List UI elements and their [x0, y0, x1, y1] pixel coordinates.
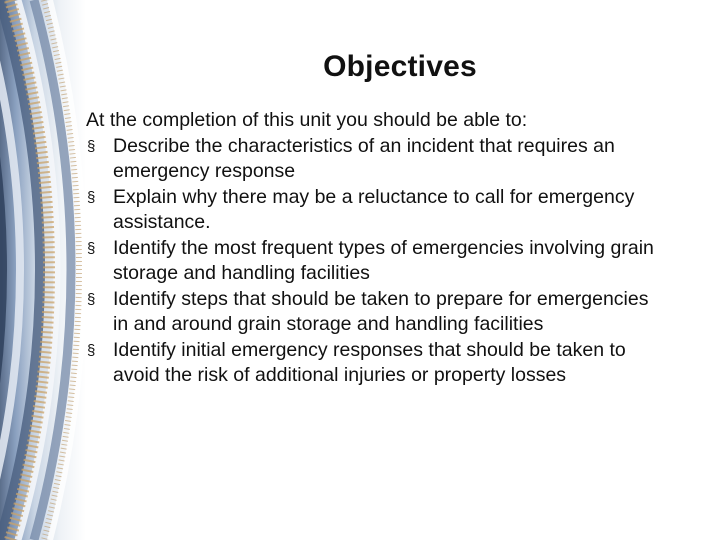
- list-item: [86, 185, 656, 236]
- slide-body: [86, 108, 656, 389]
- bullet-marker-icon: §: [87, 188, 96, 206]
- slide-title: Objectives: [323, 50, 477, 83]
- bullet-marker-icon: §: [87, 137, 96, 155]
- list-item: [86, 338, 656, 389]
- objectives-list: [86, 134, 656, 389]
- bullet-marker-icon: §: [87, 290, 96, 308]
- list-item-text: Identify steps that should be taken to prepare for emergencies in and around grain storage and handling facilities: [113, 287, 649, 335]
- list-item-text: Identify initial emergency responses that should be taken to avoid the risk of additional injuries or property losses: [113, 338, 626, 386]
- list-item-text: Describe the characteristics of an incident that requires an emergency response: [113, 134, 615, 182]
- list-item: [86, 134, 656, 185]
- list-item: [86, 236, 656, 287]
- list-item-text: Identify the most frequent types of emergencies involving grain storage and handling facilities: [113, 236, 654, 284]
- list-item: [86, 287, 656, 338]
- bullet-marker-icon: §: [87, 341, 96, 359]
- intro-text: At the completion of this unit you should be able to:: [86, 109, 528, 131]
- bullet-marker-icon: §: [87, 239, 96, 257]
- list-item-text: Explain why there may be a reluctance to call for emergency assistance.: [113, 185, 635, 233]
